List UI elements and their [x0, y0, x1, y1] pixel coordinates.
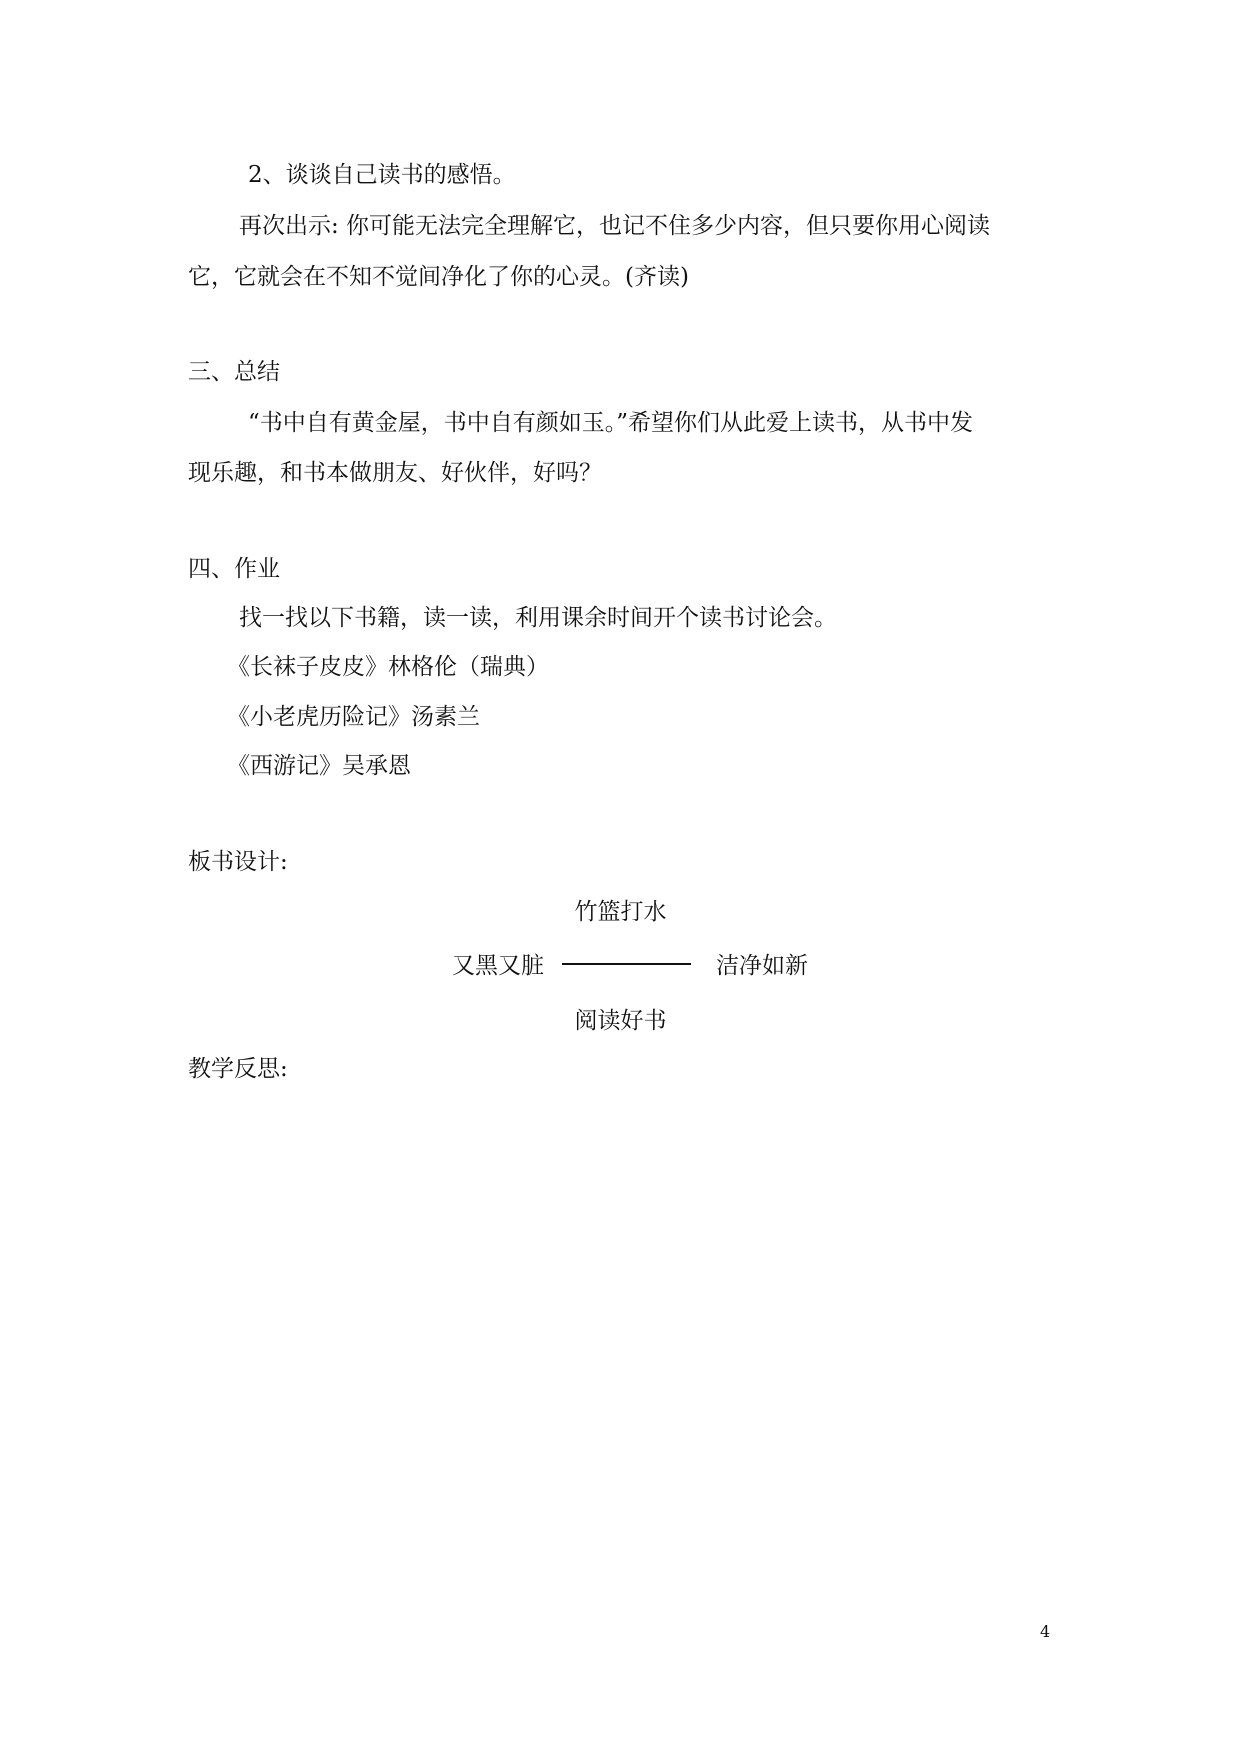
summary-heading: 三、总结 [188, 359, 280, 385]
board-connector-line [562, 963, 691, 965]
summary-line2: 现乐趣，和书本做朋友、好伙伴，好吗？ [188, 460, 602, 486]
section-2-show-line2: 它，它就会在不知不觉间净化了你的心灵。(齐读) [188, 264, 689, 290]
section-2-show-line1: 再次出示: 你可能无法完全理解它，也记不住多少内容，但只要你用心阅读 [239, 213, 991, 239]
reflection-heading: 教学反思: [188, 1056, 288, 1082]
board-left-text: 又黑又脏 [452, 953, 544, 979]
homework-book-2: 《小老虎历险记》汤素兰 [227, 704, 480, 730]
board-heading: 板书设计: [188, 849, 288, 875]
page-number: 4 [1040, 1622, 1051, 1641]
homework-heading: 四、作业 [188, 556, 280, 582]
homework-intro: 找一找以下书籍，读一读，利用课余时间开个读书讨论会。 [239, 605, 837, 631]
board-title: 竹篮打水 [574, 899, 667, 925]
board-bottom-text: 阅读好书 [574, 1008, 667, 1034]
summary-line1: “书中自有黄金屋，书中自有颜如玉。”希望你们从此爱上读书，从书中发 [248, 410, 974, 436]
board-right-text: 洁净如新 [716, 953, 808, 979]
homework-book-3: 《西游记》吴承恩 [227, 753, 411, 779]
section-2-item: 2、谈谈自己读书的感悟。 [248, 162, 516, 188]
homework-book-1: 《长袜子皮皮》林格伦（瑞典） [227, 654, 549, 680]
